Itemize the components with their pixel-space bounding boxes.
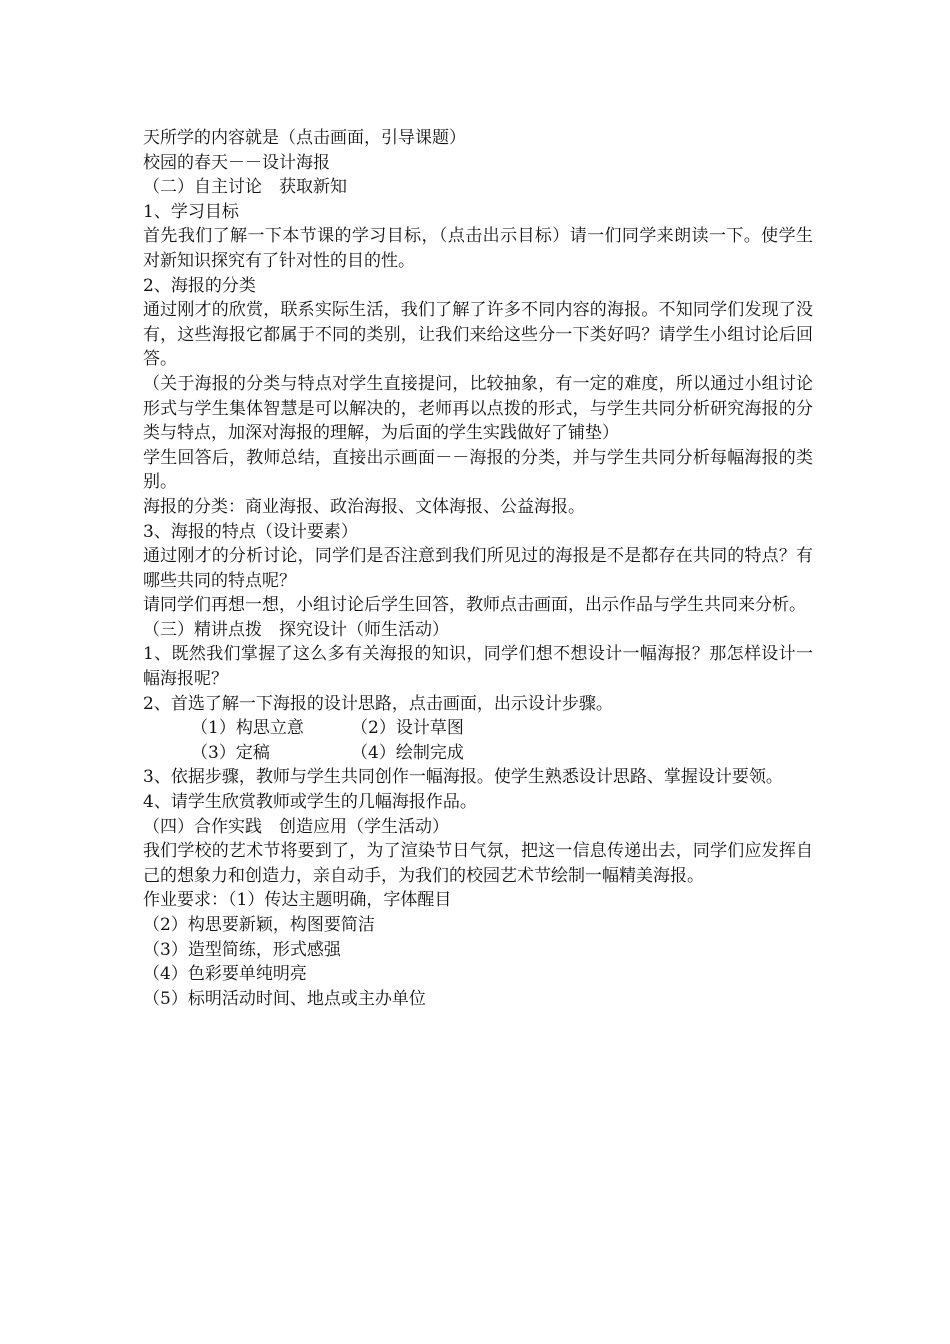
subheading-poster-categories: 2、海报的分类 xyxy=(143,275,256,296)
homework-requirement: （3）造型简练，形式感强 xyxy=(143,939,341,960)
section-heading-3: （三）精讲点拨 探究设计（师生活动） xyxy=(143,619,449,640)
subheading-learning-goals: 1、学习目标 xyxy=(143,201,239,222)
design-step: （4）绘制完成 xyxy=(351,742,464,763)
subheading-poster-features: 3、海报的特点（设计要素） xyxy=(143,521,358,542)
paragraph-learning-goals: 首先我们了解一下本节课的学习目标，（点击出示目标）请一们同学来朗读一下。使学生对新知识探究有了针对性的目的性。 xyxy=(143,226,813,271)
section-heading-2: （二）自主讨论 获取新知 xyxy=(143,177,347,198)
homework-requirement: （4）色彩要单纯明亮 xyxy=(143,964,307,985)
homework-requirement: （5）标明活动时间、地点或主办单位 xyxy=(143,988,426,1009)
paragraph-art-festival: 我们学校的艺术节将要到了，为了渲染节日气氛，把这一信息传递出去，同学们应发挥自己的想象力和创造力，亲自动手，为我们的校园艺术节绘制一幅精美海报。 xyxy=(143,841,813,886)
paragraph-categories-list: 海报的分类：商业海报、政治海报、文体海报、公益海报。 xyxy=(143,496,585,517)
paragraph-categories-intro: 通过刚才的欣赏，联系实际生活，我们了解了许多不同内容的海报。不知同学们发现了没有，这些海报它都属于不同的类别，让我们来给这些分一下类好吗？请学生小组讨论后回答。 xyxy=(143,300,813,370)
paragraph-features-question: 通过刚才的分析讨论，同学们是否注意到我们所见过的海报是不是都存在共同的特点？有哪些共同的特点呢？ xyxy=(143,546,813,591)
section-heading-4: （四）合作实践 创造应用（学生活动） xyxy=(143,816,449,837)
paragraph-design-intro: 1、既然我们掌握了这么多有关海报的知识，同学们想不想设计一幅海报？那怎样设计一幅海报呢？ xyxy=(143,644,813,690)
document-page xyxy=(143,126,813,1011)
lesson-title: 校园的春天－－设计海报 xyxy=(143,152,330,173)
design-step: （3）定稿 xyxy=(191,742,270,763)
paragraph-appreciate-works: 4、请学生欣赏教师或学生的几幅海报作品。 xyxy=(143,792,477,813)
paragraph-features-discussion: 请同学们再想一想，小组讨论后学生回答，教师点击画面，出示作品与学生共同来分析。 xyxy=(143,595,806,616)
paragraph-categories-summary: 学生回答后，教师总结，直接出示画面－－海报的分类，并与学生共同分析每幅海报的类别。 xyxy=(143,447,813,493)
homework-requirement: 作业要求：（1）传达主题明确，字体醒目 xyxy=(143,890,452,911)
paragraph-design-steps-intro: 2、首选了解一下海报的设计思路，点击画面，出示设计步骤。 xyxy=(143,693,613,714)
design-step: （2）设计草图 xyxy=(351,718,464,739)
design-steps-row xyxy=(143,716,813,741)
design-step: （1）构思立意 xyxy=(191,718,304,739)
paragraph-categories-note: （关于海报的分类与特点对学生直接提问，比较抽象，有一定的难度，所以通过小组讨论形式与学生集体智慧是可以解决的，老师再以点拨的形式，与学生共同分析研究海报的分类与特点，加深对海报的理解，为后面的学生实践做好了铺垫） xyxy=(143,373,813,444)
homework-requirement: （2）构思要新颖，构图要简洁 xyxy=(143,915,375,935)
design-steps-row xyxy=(143,741,813,766)
intro-line: 天所学的内容就是（点击画面，引导课题） xyxy=(143,128,466,148)
paragraph-co-create: 3、依据步骤，教师与学生共同创作一幅海报。使学生熟悉设计思路、掌握设计要领。 xyxy=(143,767,783,788)
